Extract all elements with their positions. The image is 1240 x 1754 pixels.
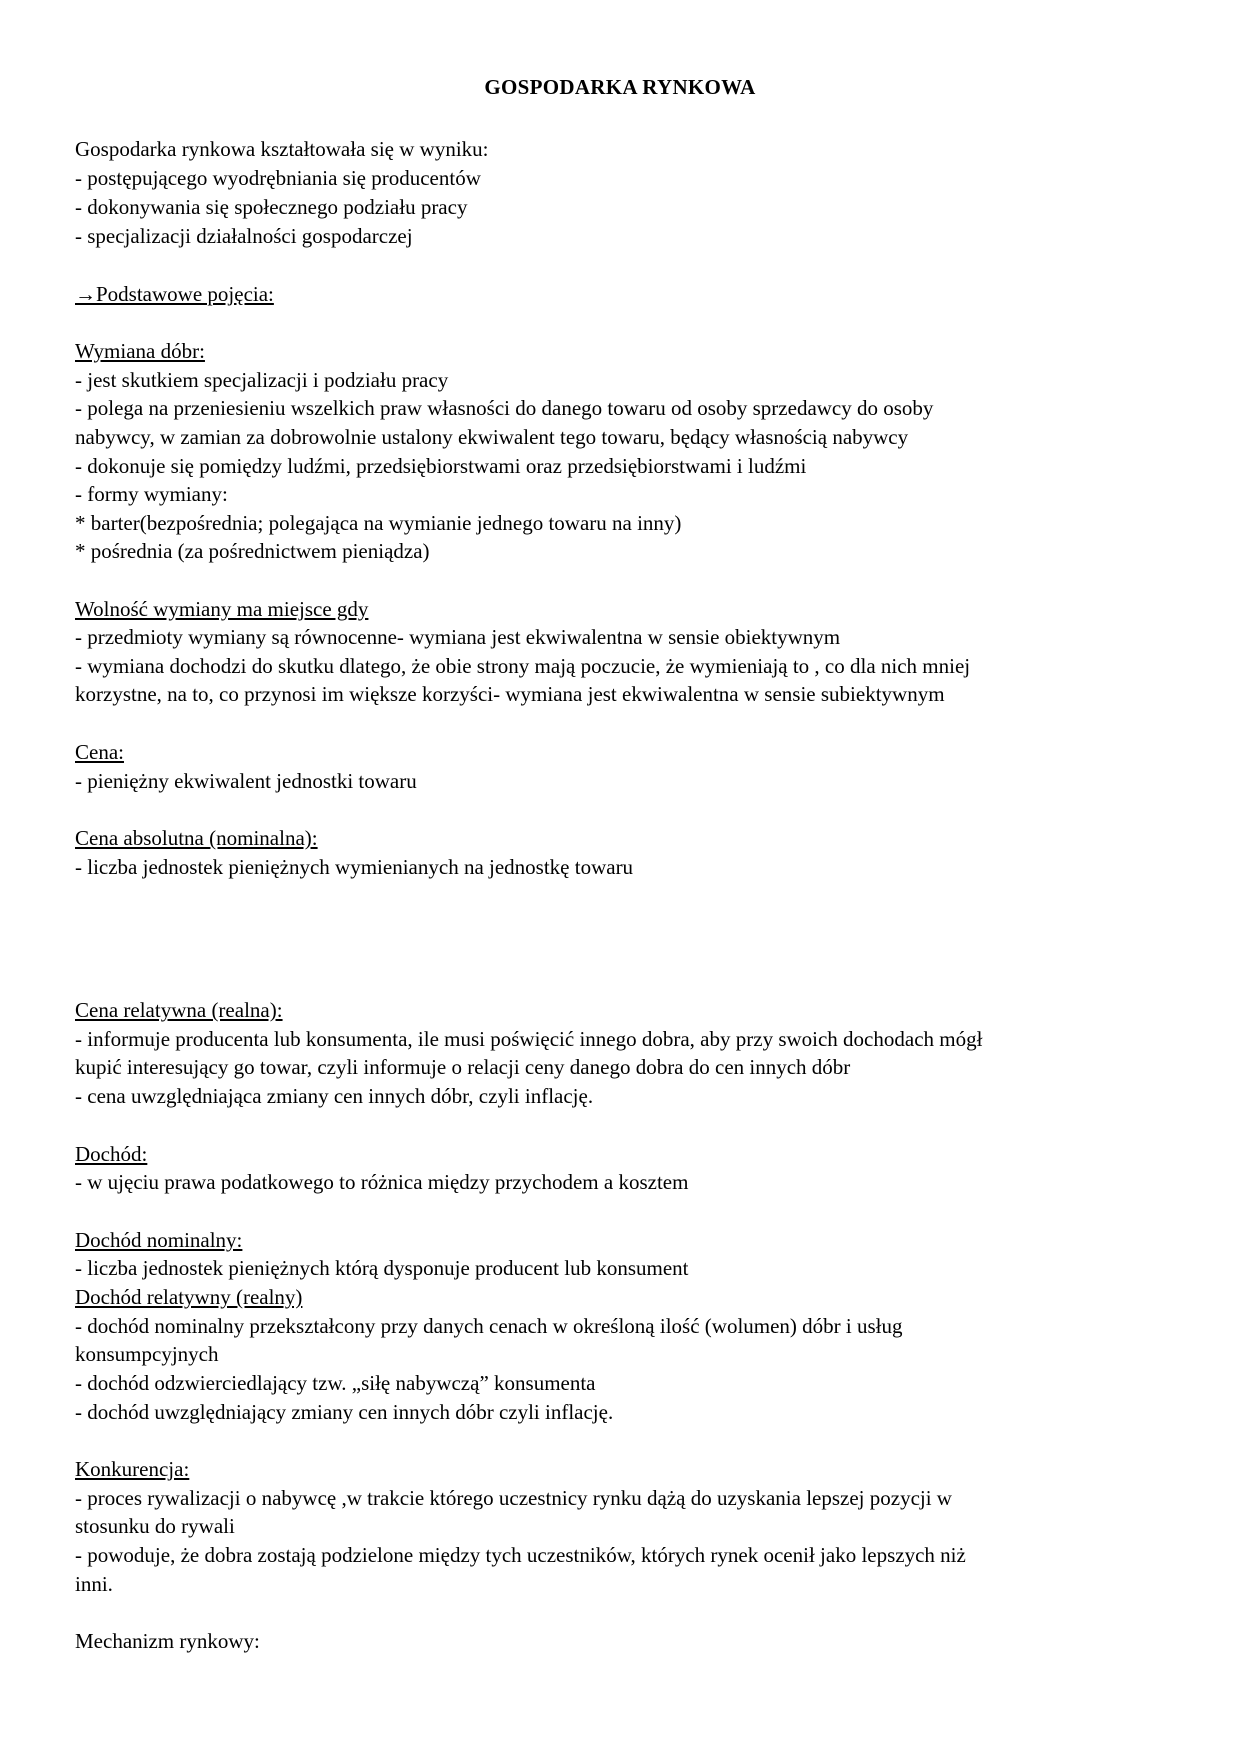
text-line: - jest skutkiem specjalizacji i podziału pracy — [75, 368, 449, 392]
section-heading: Dochód relatywny (realny) — [75, 1285, 303, 1309]
section-heading: Wolność wymiany ma miejsce gdy — [75, 597, 369, 621]
text-line: - formy wymiany: — [75, 482, 228, 506]
section-heading: Wymiana dóbr: — [75, 339, 205, 363]
text-line: - pieniężny ekwiwalent jednostki towaru — [75, 769, 417, 793]
section-heading: Dochód nominalny: — [75, 1228, 243, 1252]
text-line: - liczba jednostek pieniężnych wymienianych na jednostkę towaru — [75, 855, 634, 879]
text-line: - proces rywalizacji o nabywcę ,w trakcie którego uczestnicy rynku dążą do uzyskania lepszej pozycji w — [75, 1486, 952, 1510]
text-line: * pośrednia (za pośrednictwem pieniądza) — [75, 539, 430, 563]
text-line: - polega na przeniesieniu wszelkich praw własności do danego towaru od osoby sprzedawcy do osoby — [75, 396, 934, 420]
text-line: - wymiana dochodzi do skutku dlatego, że obie strony mają poczucie, że wymieniają to , co dla nich mniej — [75, 654, 971, 678]
text-line: - przedmioty wymiany są równocenne- wymiana jest ekwiwalentna w sensie obiektywnym — [75, 625, 841, 649]
text-line: - specjalizacji działalności gospodarczej — [75, 224, 413, 248]
section-heading: →Podstawowe pojęcia: — [75, 282, 274, 306]
text-line: - dokonywania się społecznego podziału pracy — [75, 195, 468, 219]
text-line: kupić interesujący go towar, czyli informuje o relacji ceny danego dobra do cen innych dóbr — [75, 1055, 851, 1079]
text-line: - postępującego wyodrębniania się producentów — [75, 166, 481, 190]
text-line: - liczba jednostek pieniężnych którą dysponuje producent lub konsument — [75, 1256, 689, 1280]
text-line: - cena uwzględniająca zmiany cen innych dóbr, czyli inflację. — [75, 1084, 594, 1108]
section-heading: Cena relatywna (realna): — [75, 998, 283, 1022]
section-heading: Cena: — [75, 740, 124, 764]
section-heading: Cena absolutna (nominalna): — [75, 826, 318, 850]
text-line: * barter(bezpośrednia; polegająca na wymianie jednego towaru na inny) — [75, 511, 682, 535]
document-title: GOSPODARKA RYNKOWA — [484, 75, 756, 99]
text-line: - dochód nominalny przekształcony przy danych cenach w określoną ilość (wolumen) dóbr i usług — [75, 1314, 903, 1338]
text-line: Gospodarka rynkowa kształtowała się w wyniku: — [75, 137, 489, 161]
section-heading: Dochód: — [75, 1142, 148, 1166]
text-line: - dokonuje się pomiędzy ludźmi, przedsiębiorstwami oraz przedsiębiorstwami i ludźmi — [75, 454, 807, 478]
text-line: konsumpcyjnych — [75, 1342, 219, 1366]
text-line: inni. — [75, 1572, 113, 1596]
text-line: stosunku do rywali — [75, 1514, 235, 1538]
text-line: korzystne, na to, co przynosi im większe korzyści- wymiana jest ekwiwalentna w sensie subiektywnym — [75, 682, 945, 706]
text-line: - powoduje, że dobra zostają podzielone między tych uczestników, których rynek ocenił jako lepszych niż — [75, 1543, 966, 1567]
text-line: Mechanizm rynkowy: — [75, 1629, 260, 1653]
text-line: - dochód uwzględniający zmiany cen innych dóbr czyli inflację. — [75, 1400, 614, 1424]
text-line: nabywcy, w zamian za dobrowolnie ustalony ekwiwalent tego towaru, będący własnością nabywcy — [75, 425, 909, 449]
section-heading: Konkurencja: — [75, 1457, 190, 1481]
text-line: - w ujęciu prawa podatkowego to różnica między przychodem a kosztem — [75, 1170, 689, 1194]
text-line: - informuje producenta lub konsumenta, ile musi poświęcić innego dobra, aby przy swoich dochodach mógł — [75, 1027, 983, 1051]
text-line: - dochód odzwierciedlający tzw. „siłę nabywczą” konsumenta — [75, 1371, 596, 1395]
